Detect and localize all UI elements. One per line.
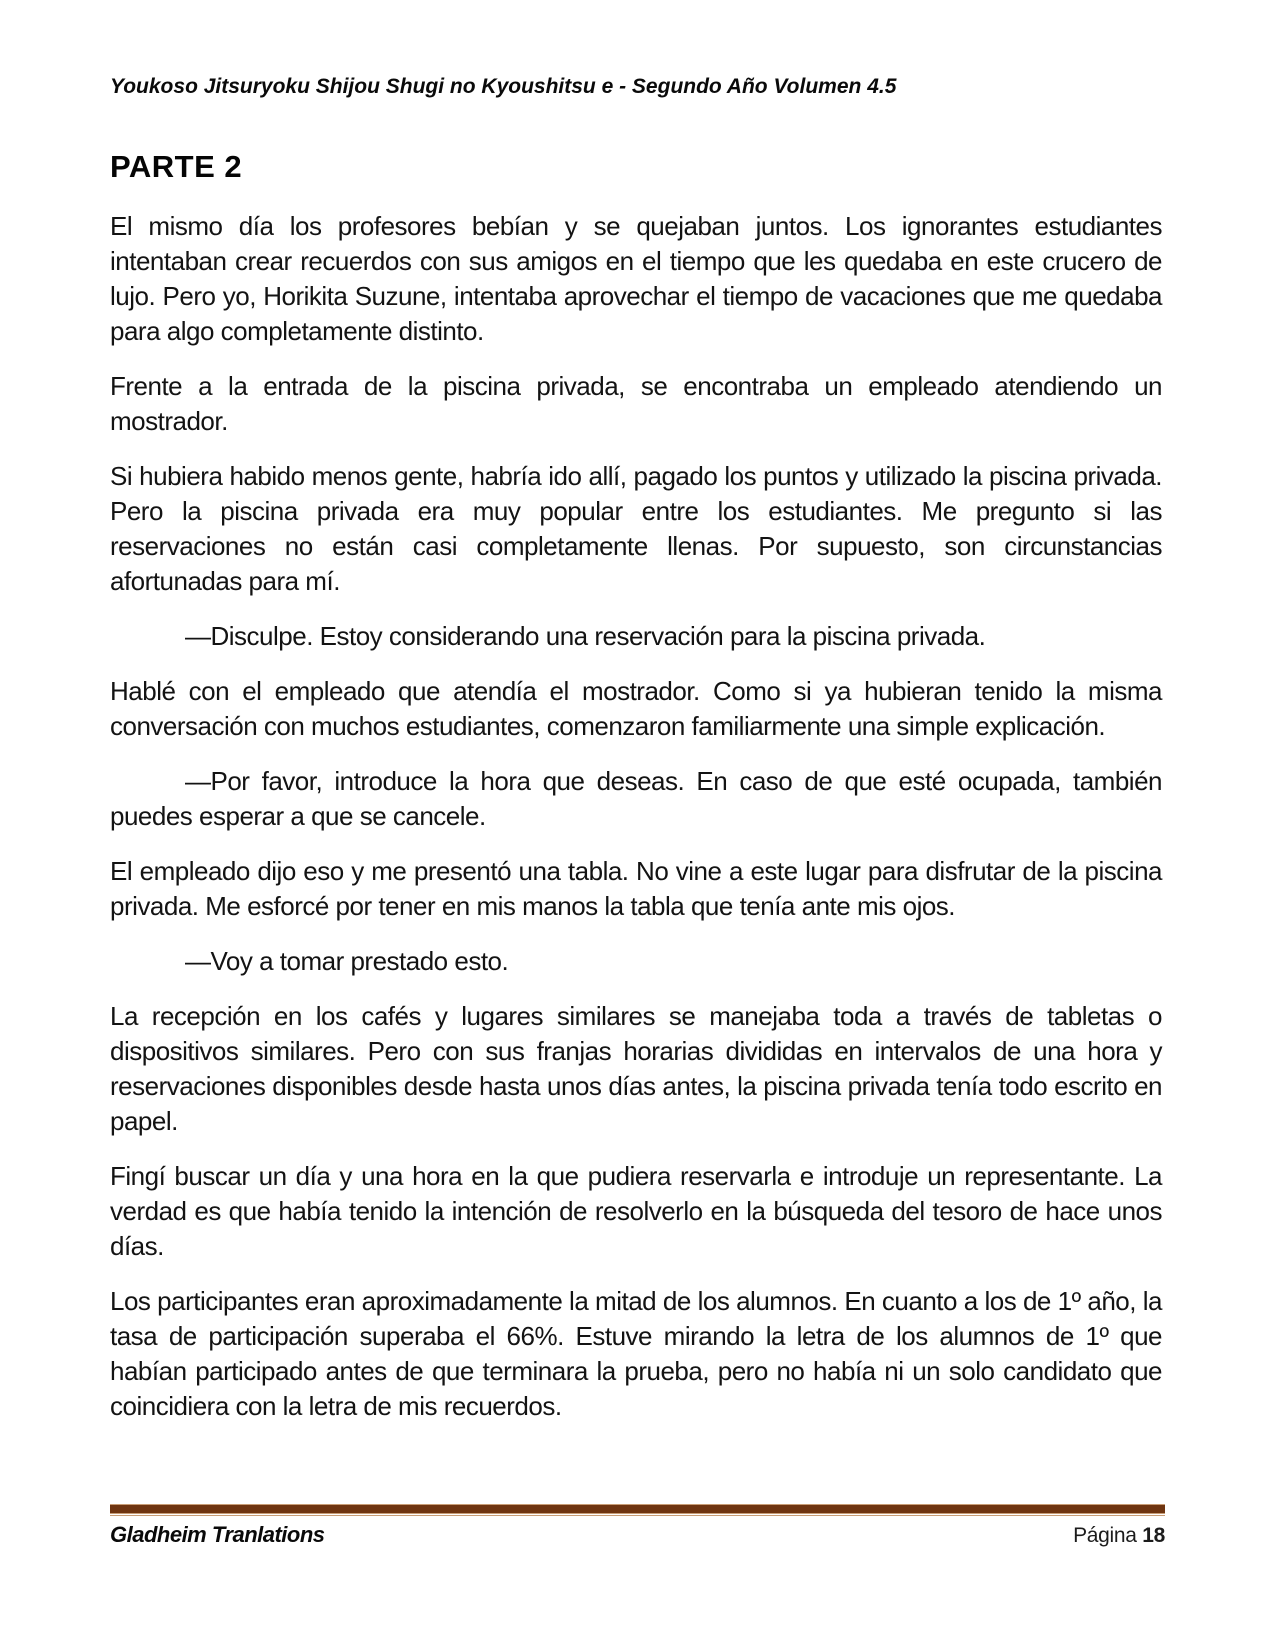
body-paragraph: Si hubiera habido menos gente, habría ido allí, pagado los puntos y utilizado la piscina privada. Pero la piscina privada era muy popular entre los estudiantes. Me pregunto si las reservaciones no están casi completamente llenas. Por supuesto, son circunstancias afortunadas para mí.	[110, 461, 1162, 596]
translator-name: Gladheim Tranlations	[110, 1522, 325, 1547]
body-paragraph: Fingí buscar un día y una hora en la que pudiera reservarla e introduje un representante. La verdad es que había tenido la intención de resolverlo en la búsqueda del tesoro de hace unos días.	[110, 1161, 1162, 1261]
dialogue-paragraph: —Voy a tomar prestado esto.	[185, 946, 509, 976]
body-paragraph: El empleado dijo eso y me presentó una tabla. No vine a este lugar para disfrutar de la piscina privada. Me esforcé por tener en mis manos la tabla que tenía ante mis ojos.	[110, 856, 1162, 921]
page-number-value: 18	[1142, 1524, 1165, 1547]
section-title: PARTE 2	[110, 149, 243, 184]
body-paragraph: Los participantes eran aproximadamente la mitad de los alumnos. En cuanto a los de 1º año, la tasa de participación superaba el 66%. Estuve mirando la letra de los alumnos de 1º que habían participado antes de que terminara la prueba, pero no había ni un solo candidato que coincidiera con la letra de mis recuerdos.	[110, 1286, 1162, 1421]
paragraphs	[110, 209, 1162, 1424]
page-footer	[110, 1522, 1165, 1548]
running-header-title: Youkoso Jitsuryoku Shijou Shugi no Kyoushitsu e - Segundo Año Volumen 4.5	[110, 75, 897, 98]
body-paragraph: La recepción en los cafés y lugares similares se manejaba toda a través de tabletas o dispositivos similares. Pero con sus franjas horarias divididas en intervalos de una hora y reservaciones disponibles desde hasta unos días antes, la piscina privada tenía todo escrito en papel.	[110, 1001, 1162, 1136]
dialogue-paragraph: —Por favor, introduce la hora que deseas. En caso de que esté ocupada, también puedes esperar a que se cancele.	[110, 766, 1162, 831]
page-number	[1073, 1524, 1165, 1548]
page-number-label: Página	[1073, 1524, 1137, 1547]
page-content	[110, 74, 1162, 1444]
footer-divider-rule	[110, 1504, 1165, 1516]
dialogue-paragraph: —Disculpe. Estoy considerando una reservación para la piscina privada.	[185, 621, 986, 651]
body-paragraph: Frente a la entrada de la piscina privada, se encontraba un empleado atendiendo un mostrador.	[110, 371, 1162, 436]
body-paragraph: El mismo día los profesores bebían y se quejaban juntos. Los ignorantes estudiantes intentaban crear recuerdos con sus amigos en el tiempo que les quedaba en este crucero de lujo. Pero yo, Horikita Suzune, intentaba aprovechar el tiempo de vacaciones que me quedaba para algo completamente distinto.	[110, 211, 1162, 346]
body-paragraph: Hablé con el empleado que atendía el mostrador. Como si ya hubieran tenido la misma conversación con muchos estudiantes, comenzaron familiarmente una simple explicación.	[110, 676, 1162, 741]
